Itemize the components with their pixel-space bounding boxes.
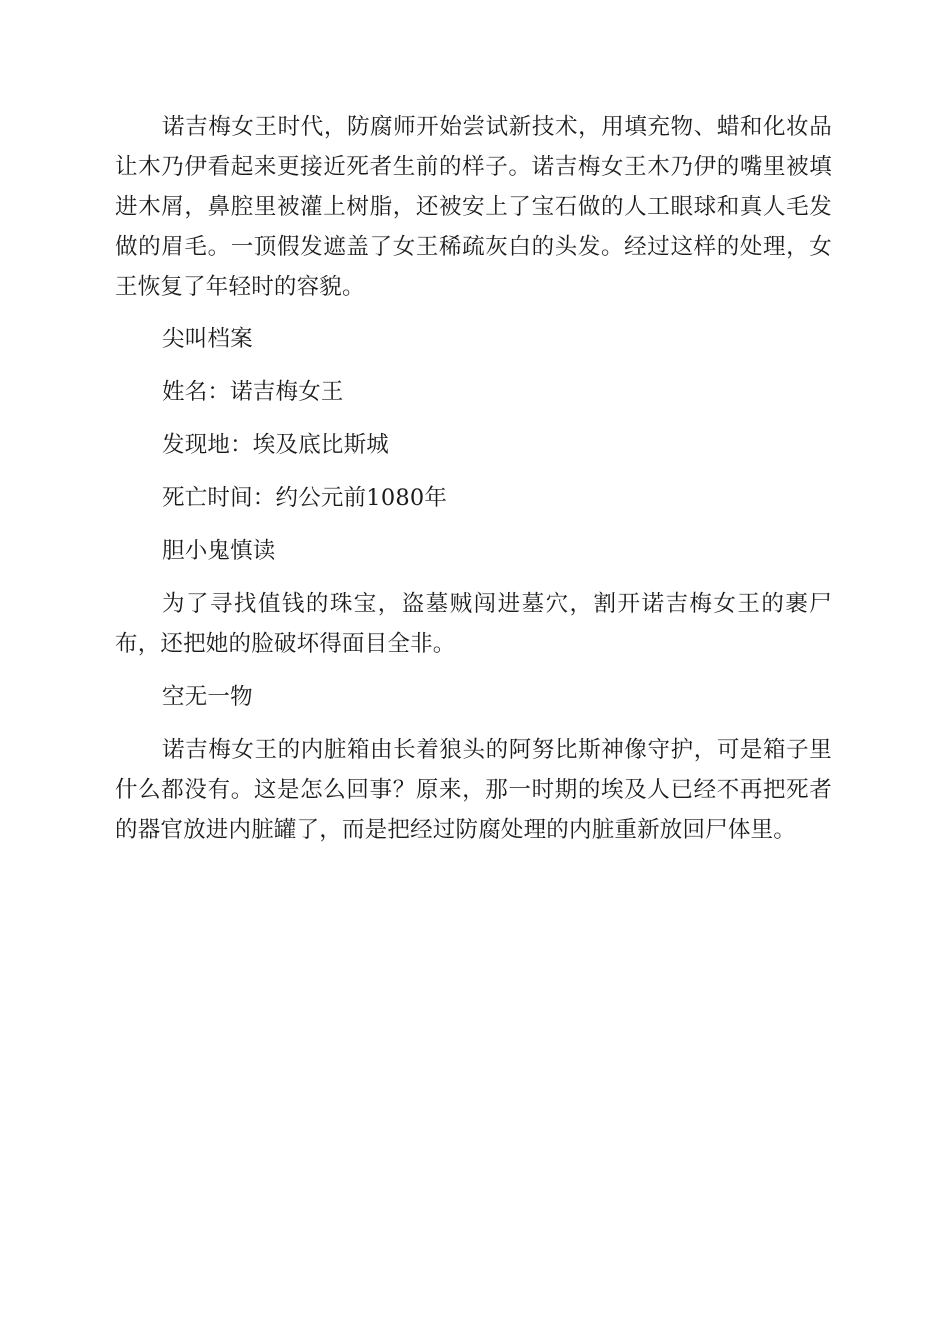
heading-scream-file: 尖叫档案 <box>162 326 253 352</box>
paragraph-embalming-techniques: 诺吉梅女王时代，防腐师开始尝试新技术，用填充物、蜡和化妆品让木乃伊看起来更接近死者生前的样子。诺吉梅女王木乃伊的嘴里被填进木屑，鼻腔里被灌上树脂，还被安上了宝石做的人工眼球和真人毛发做的眉毛。一顶假发遮盖了女王稀疏灰白的头发。经过这样的处理，女王恢复了年轻时的容貌。 <box>115 114 832 300</box>
paragraph-canopic-box: 诺吉梅女王的内脏箱由长着狼头的阿努比斯神像守护，可是箱子里什么都没有。这是怎么回事？原来，那一时期的埃及人已经不再把死者的器官放进内脏罐了，而是把经过防腐处理的内脏重新放回尸体里。 <box>115 737 832 843</box>
heading-warning: 胆小鬼慎读 <box>162 538 276 564</box>
profile-death-date: 死亡时间：约公元前1080年 <box>162 485 448 511</box>
profile-name: 姓名：诺吉梅女王 <box>162 379 344 405</box>
heading-empty: 空无一物 <box>162 684 253 710</box>
paragraph-tomb-robbers: 为了寻找值钱的珠宝，盗墓贼闯进墓穴，割开诺吉梅女王的裹尸布，还把她的脸破坏得面目全非。 <box>115 591 832 657</box>
profile-discovery-location: 发现地：埃及底比斯城 <box>162 432 390 458</box>
